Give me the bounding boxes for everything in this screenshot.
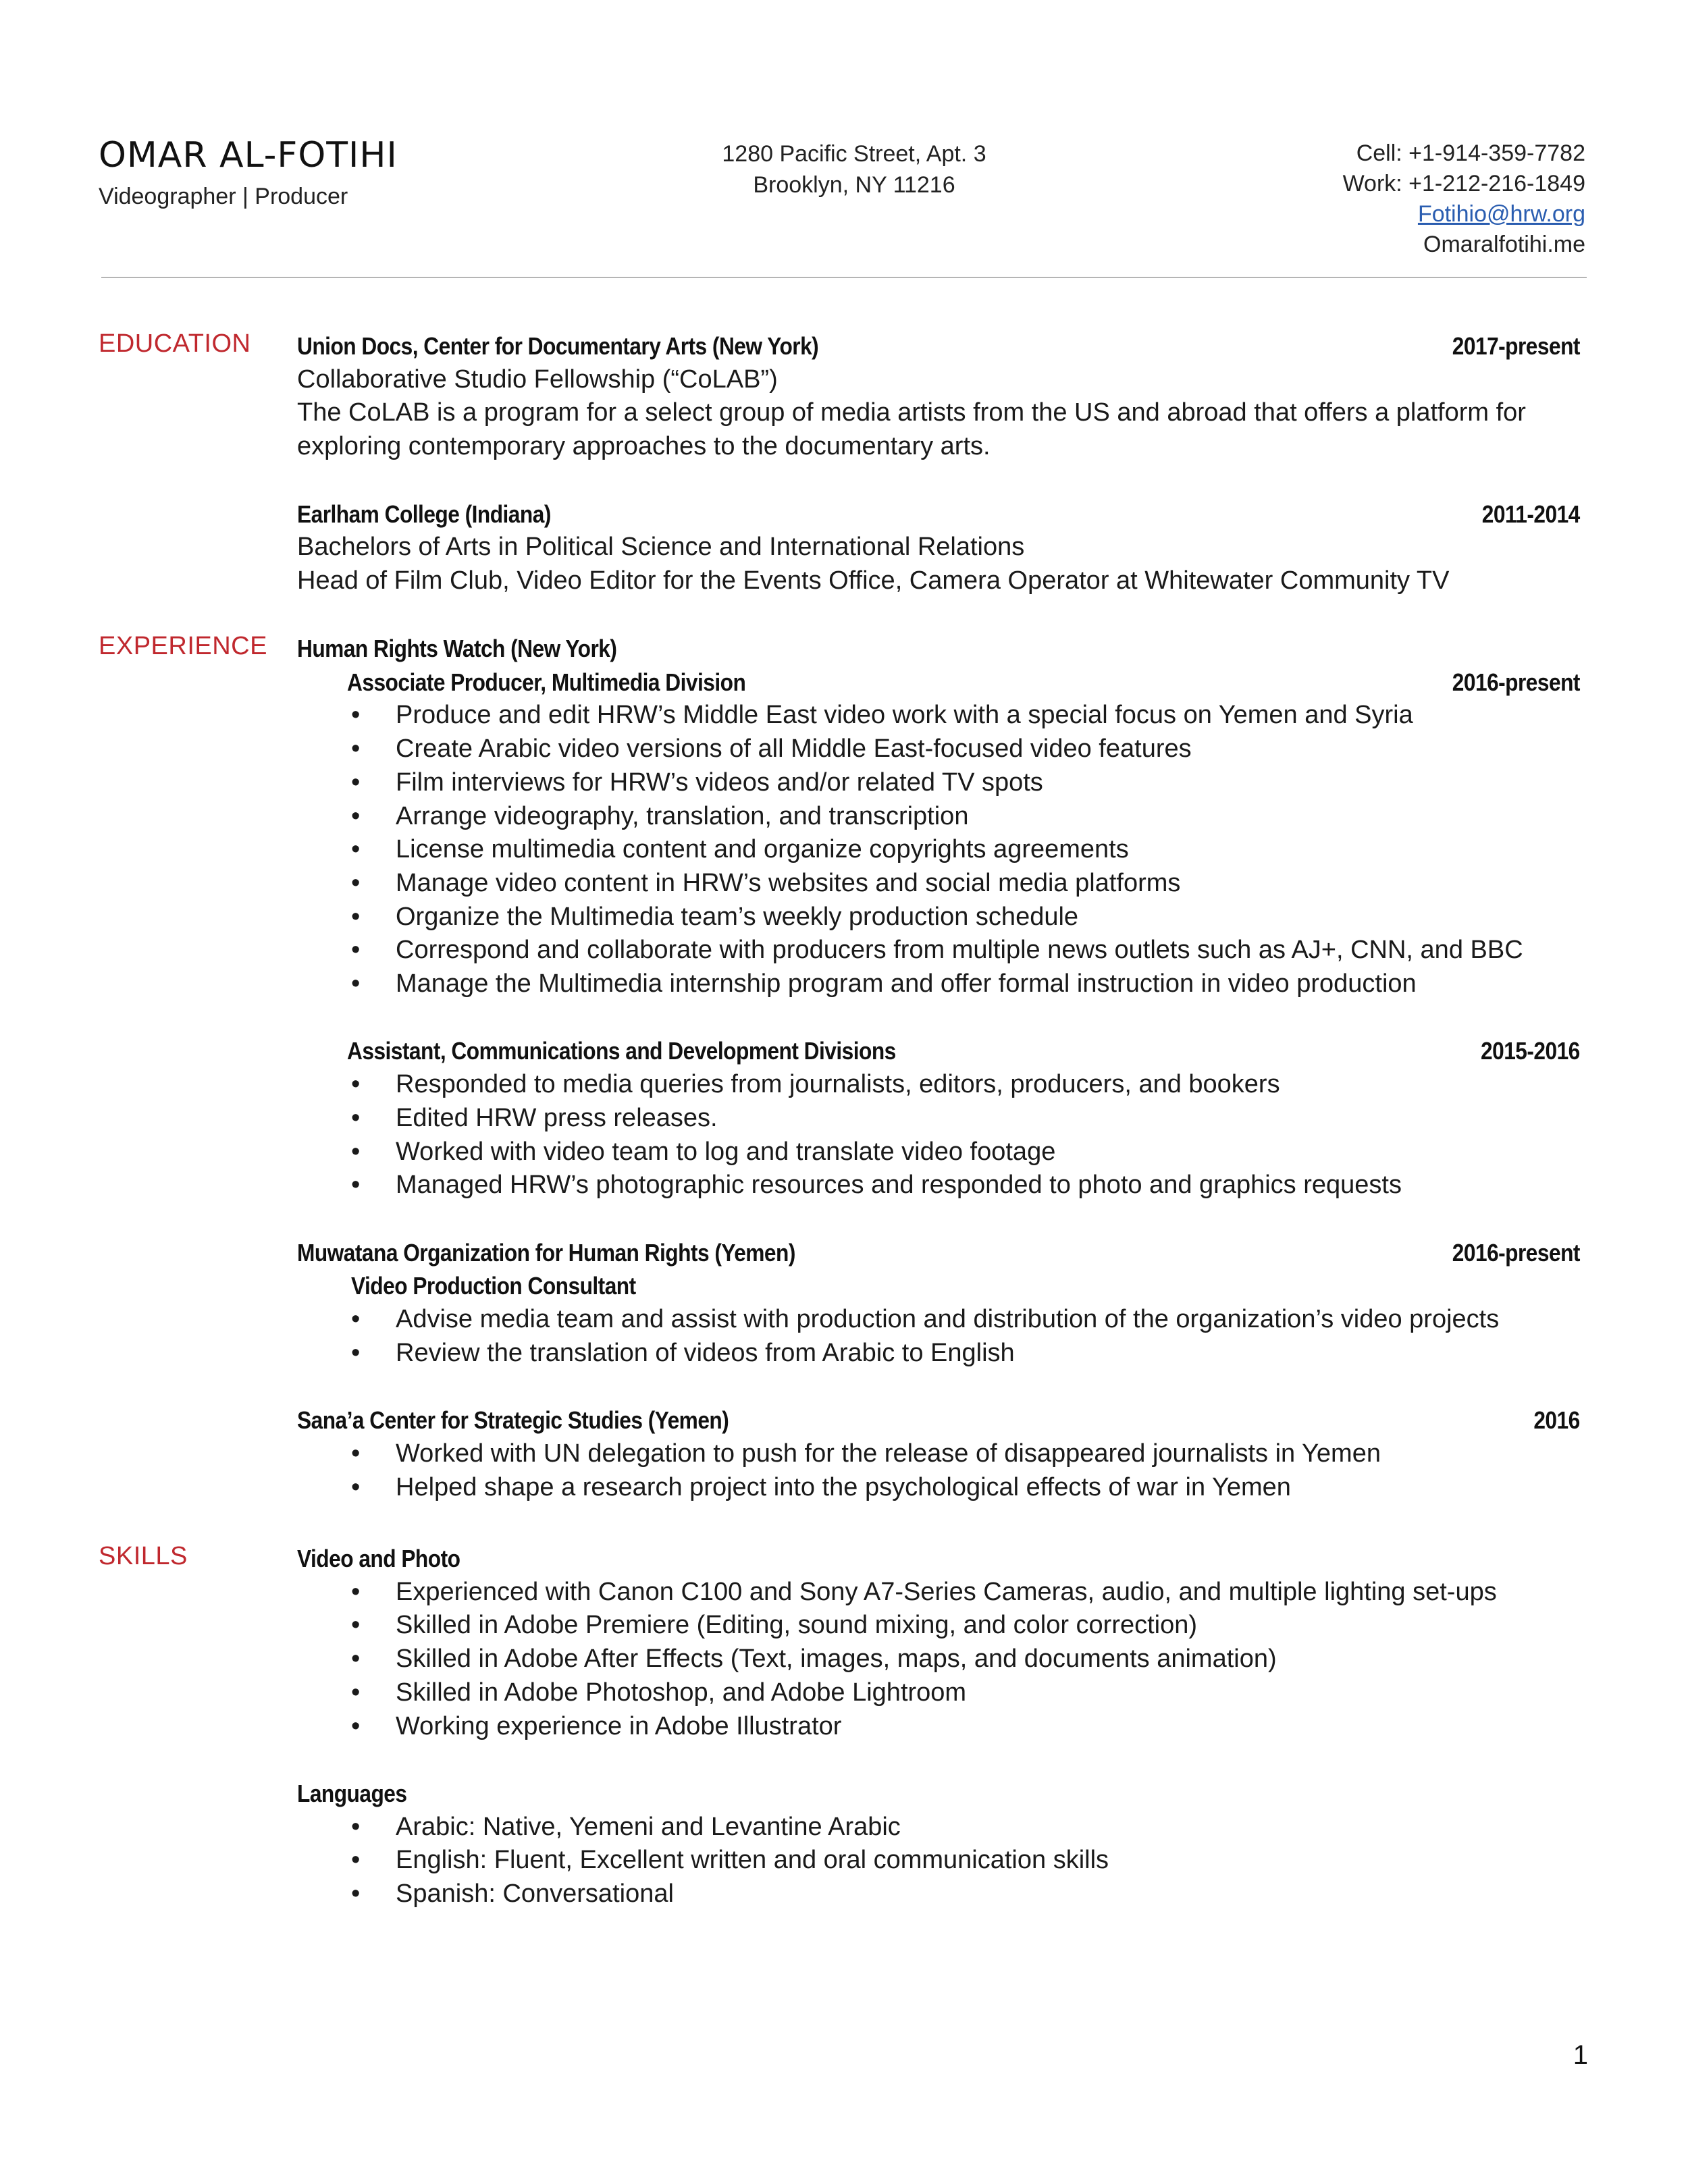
education-line: exploring contemporary approaches to the documentary arts. [297,432,991,461]
org-name: Human Rights Watch (New York) [297,635,617,662]
org-header [297,1404,1580,1437]
list-item: • Worked with UN delegation to push for the release of disappeared journalists in Yemen [351,1439,1381,1468]
list-item: • Working experience in Adobe Illustrator [351,1711,842,1740]
education-institution: Union Docs, Center for Documentary Arts (New York) [297,332,819,360]
section-label-experience: EXPERIENCE [99,632,267,660]
list-item: • Advise media team and assist with production and distribution of the organization’s video projects [351,1305,1500,1334]
list-item: • Arrange videography, translation, and transcription [351,801,969,830]
org-date: 2016 [1533,1406,1580,1435]
org-name: Muwatana Organization for Human Rights (Yemen) [297,1238,795,1267]
section-label-skills: SKILLS [99,1542,188,1570]
role-header [297,666,1580,699]
list-item: • Edited HRW press releases. [351,1103,718,1132]
org-header [297,632,1580,666]
education-entry-header [297,329,1580,363]
candidate-name: OMAR AL-FOTIHI [99,135,398,176]
bullet-list [297,1437,1580,1504]
list-item: • Manage the Multimedia internship program and offer formal instruction in video production [351,969,1417,998]
education-date: 2017-present [1452,332,1580,360]
email-link[interactable]: Fotihio@hrw.org [1417,201,1585,227]
list-item: • Organize the Multimedia team’s weekly production schedule [351,902,1079,931]
org-name: Sana’a Center for Strategic Studies (Yemen) [297,1406,729,1435]
website: Omaralfotihi.me [1423,232,1585,257]
list-item: • Film interviews for HRW’s videos and/or related TV spots [351,768,1043,797]
bullet-list [297,1811,1580,1911]
address-block [635,138,1074,201]
skills-section [297,1542,1580,1911]
bullet-list [297,1068,1580,1202]
role-title: Assistant, Communications and Development Divisions [347,1037,896,1065]
section-label-education: EDUCATION [99,329,251,358]
contact-block [1343,138,1585,260]
list-item: • Manage video content in HRW’s websites and social media platforms [351,868,1181,897]
skills-subheader [297,1777,1580,1811]
bullet-list [297,1576,1580,1744]
education-section [297,329,1580,598]
address-line-2: Brooklyn, NY 11216 [753,172,955,198]
work-phone: Work: +1-212-216-1849 [1342,171,1585,196]
education-entry-header [297,498,1580,531]
candidate-title: Videographer | Producer [99,184,348,209]
role-title: Associate Producer, Multimedia Division [347,668,746,696]
skills-category-title: Video and Photo [297,1545,460,1572]
skills-category-title: Languages [297,1779,407,1807]
list-item: • Spanish: Conversational [351,1880,674,1909]
role-date: 2015-2016 [1481,1037,1580,1065]
list-item: • Skilled in Adobe After Effects (Text, images, maps, and documents animation) [351,1645,1277,1674]
role-header [297,1269,1580,1303]
org-header [297,1236,1580,1270]
education-line: Head of Film Club, Video Editor for the Events Office, Camera Operator at Whitewater Community TV [297,566,1450,595]
list-item: • Worked with video team to log and translate video footage [351,1137,1056,1166]
education-line: Bachelors of Arts in Political Science and International Relations [297,533,1025,562]
list-item: • License multimedia content and organize copyrights agreements [351,835,1129,864]
education-institution: Earlham College (Indiana) [297,500,551,528]
cell-phone: Cell: +1-914-359-7782 [1356,140,1585,166]
list-item: • English: Fluent, Excellent written and oral communication skills [351,1846,1109,1875]
role-date: 2016-present [1452,668,1580,696]
list-item: • Helped shape a research project into the psychological effects of war in Yemen [351,1472,1291,1501]
page-number: 1 [1573,2040,1588,2070]
list-item: • Experienced with Canon C100 and Sony A7-Series Cameras, audio, and multiple lighting set-ups [351,1577,1497,1606]
list-item: • Arabic: Native, Yemeni and Levantine Arabic [351,1812,901,1841]
education-date: 2011-2014 [1481,500,1580,528]
role-header [297,1034,1580,1068]
role-title: Video Production Consultant [351,1272,636,1300]
list-item: • Skilled in Adobe Photoshop, and Adobe Lightroom [351,1678,967,1707]
list-item: • Skilled in Adobe Premiere (Editing, sound mixing, and color correction) [351,1611,1198,1640]
skills-subheader [297,1542,1580,1576]
address-line-1: 1280 Pacific Street, Apt. 3 [722,141,986,167]
experience-section [297,632,1580,1504]
list-item: • Produce and edit HRW’s Middle East video work with a special focus on Yemen and Syria [351,701,1413,730]
list-item: • Review the translation of videos from Arabic to English [351,1338,1015,1367]
header-divider [101,277,1587,278]
bullet-list [297,1303,1580,1370]
education-line: The CoLAB is a program for a select group of media artists from the US and abroad that offers a platform for [297,398,1526,427]
list-item: • Correspond and collaborate with producers from multiple news outlets such as AJ+, CNN, and BBC [351,936,1523,965]
org-date: 2016-present [1452,1238,1580,1267]
list-item: • Responded to media queries from journalists, editors, producers, and bookers [351,1070,1280,1099]
bullet-list [297,699,1580,1001]
list-item: • Create Arabic video versions of all Middle East-focused video features [351,735,1192,764]
education-line: Collaborative Studio Fellowship (“CoLAB”) [297,365,778,394]
list-item: • Managed HRW’s photographic resources and responded to photo and graphics requests [351,1171,1402,1200]
